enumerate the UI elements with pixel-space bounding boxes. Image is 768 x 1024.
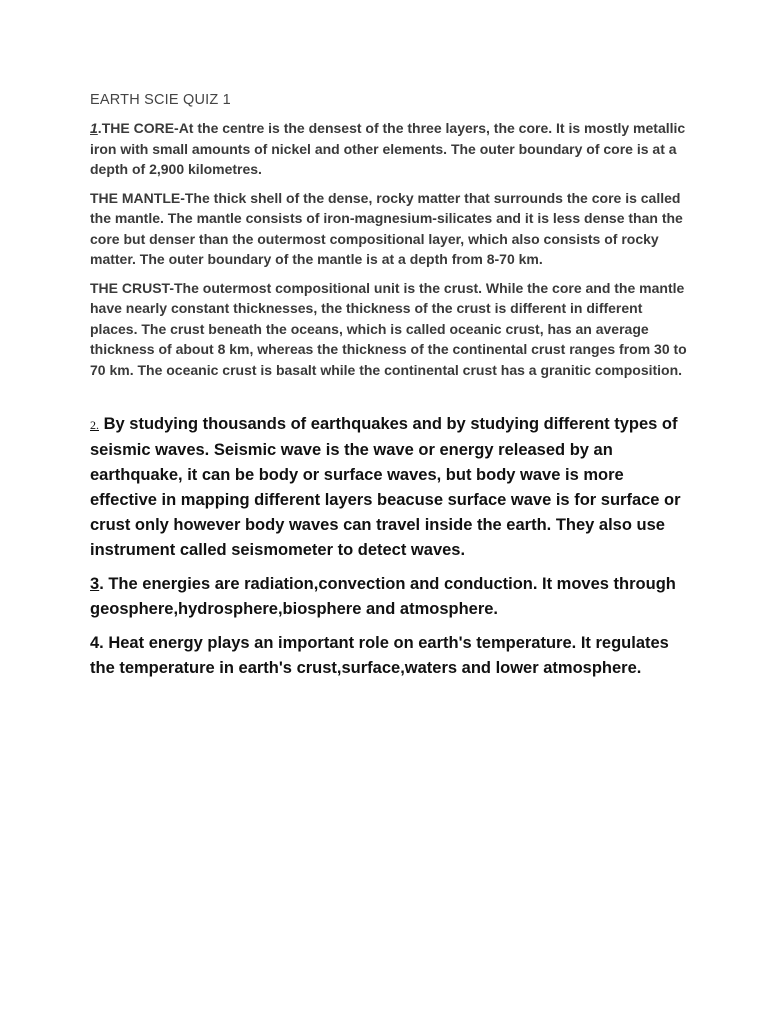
document-title: EARTH SCIE QUIZ 1 [90,92,231,108]
q2-text: By studying thousands of earthquakes and by studying different types of seismic waves. Seismic wave is the wave or energy released by an earthquake, it can be body or surface waves, but body wave is more effective in mapping different layers beacuse surface wave is for surface or crust only however body waves can travel inside the earth. They also use instrument called seismometer to detect waves. [90,415,681,559]
q2-number: 2. [90,418,99,432]
q1-number-punct: . [97,120,102,136]
q1-crust-paragraph: THE CRUST-The outermost compositional unit is the crust. While the core and the mantle have nearly constant thicknesses, the thickness of the crust is different in different places. The crust beneath the oceans, which is called oceanic crust, has an average thickness of about 8 km, whereas the thickness of the continental crust ranges from 30 to 70 km. The oceanic crust is basalt while the continental crust has a granitic composition. [90,279,687,378]
q1-number: 1 [90,120,98,136]
q1-core-text: THE CORE-At the centre is the densest of the three layers, the core. It is mostly metallic iron with small amounts of nickel and other elements. The outer boundary of core is at a depth of 2,900 kilometres. [90,120,686,177]
document-page [90,92,690,690]
q3-text: . The energies are radiation,convection and conduction. It moves through geosphere,hydrosphere,biosphere and atmosphere. [90,575,676,618]
q1-mantle-paragraph: THE MANTLE-The thick shell of the dense, rocky matter that surrounds the core is called the mantle. The mantle consists of iron-magnesium-silicates and it is less dense than the core but denser than the outermost compositional layer, which also consists of rocky matter. The outer boundary of the mantle is at a depth from 8-70 km. [90,189,683,267]
q2-paragraph [90,412,690,563]
section-gap [90,388,690,412]
q3-number: 3 [90,575,100,593]
q3-paragraph [90,572,690,622]
q1-core-paragraph [90,118,690,180]
q4-paragraph: 4. Heat energy plays an important role on earth's temperature. It regulates the temperature in earth's crust,surface,waters and lower atmosphere. [90,634,669,677]
